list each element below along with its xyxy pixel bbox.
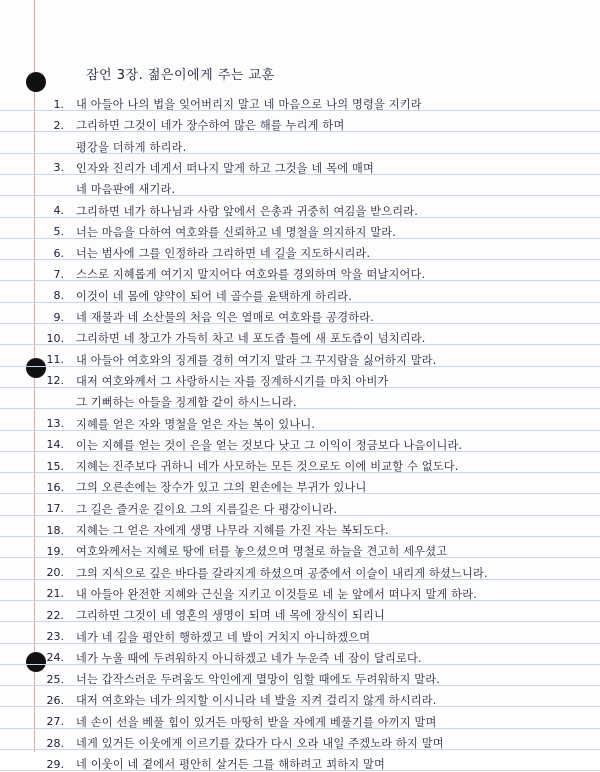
verse-text: 네 마음판에 새기라.: [76, 183, 176, 197]
verse-number: 6.: [53, 246, 64, 260]
verse-line: [30, 224, 592, 240]
verse-number: 14.: [46, 438, 64, 452]
verse-number: 21.: [46, 587, 64, 601]
verse-number: 28.: [46, 736, 64, 750]
verse-number: 25.: [46, 672, 64, 686]
verse-text: 그리하면 그것이 네가 장수하여 많은 해를 누리게 하며: [76, 119, 345, 133]
verse-text: 내 아들아 완전한 지혜와 근신을 지키고 이것들로 네 눈 앞에서 떠나지 말게 하라.: [76, 587, 478, 601]
verse-number: 9.: [53, 310, 64, 324]
verse-line: [30, 117, 592, 133]
verse-text: 네 이웃이 네 곁에서 평안히 살거든 그를 해하려고 꾀하지 말며: [76, 758, 385, 772]
verse-text: 대저 여호와께서 그 사랑하시는 자를 징계하시기를 마치 아비가: [76, 374, 389, 388]
verse-text: 너는 범사에 그를 인정하라 그리하면 네 길을 지도하시리라.: [76, 247, 371, 261]
verse-text: 지혜를 얻은 자와 명철을 얻은 자는 복이 있나니.: [76, 417, 316, 431]
verse-text: 내 아들아 여호와의 징계를 경히 여기지 말라 그 꾸지람을 싫어하지 말라.: [76, 353, 437, 367]
verse-line: [30, 479, 592, 495]
verse-number: 5.: [53, 225, 64, 239]
verse-text: 지혜는 그 얻은 자에게 생명 나무라 지혜를 가진 자는 복되도다.: [76, 524, 389, 537]
verse-line: [30, 650, 592, 666]
verse-line: [30, 501, 592, 517]
verse-line: [30, 565, 592, 581]
verse-line: [30, 714, 592, 730]
verse-line: [30, 181, 592, 197]
verse-line: [30, 330, 592, 346]
verse-line: [30, 266, 592, 282]
verse-number: 24.: [46, 651, 64, 665]
verse-text: 네가 누울 때에 두려워하지 아니하겠고 네가 누운즉 네 잠이 달리로다.: [76, 651, 422, 665]
verse-number: 10.: [46, 331, 64, 345]
verse-number: 17.: [46, 502, 64, 516]
verse-line: [30, 671, 592, 687]
verse-text: 너는 갑작스러운 두려움도 악인에게 멸망이 임할 때에도 두려워하지 말라.: [76, 673, 441, 687]
verse-line: [30, 735, 592, 751]
verse-number: 15.: [46, 459, 64, 473]
verse-line: [30, 458, 592, 474]
verse-line: [30, 139, 592, 155]
verse-line: [30, 522, 592, 538]
verse-line: [30, 96, 592, 112]
verse-text: 네게 있거든 이웃에게 이르기를 갔다가 다시 오라 내일 주겠노라 하지 말며: [76, 737, 444, 750]
verse-line: [30, 756, 592, 772]
verse-number: 7.: [53, 267, 64, 281]
verse-number: 29.: [46, 757, 64, 771]
page-title: 잠언 3장. 젊은이에게 주는 교훈: [86, 68, 275, 83]
verse-text: 인자와 진리가 네게서 떠나지 말게 하고 그것을 네 목에 매며: [76, 161, 374, 175]
verse-number: 13.: [46, 417, 64, 430]
verse-line: [30, 245, 592, 261]
verse-number: 26.: [46, 693, 64, 707]
verse-line: [30, 416, 592, 432]
verse-text: 이것이 네 몸에 양약이 되어 네 골수를 윤택하게 하리라.: [76, 289, 352, 303]
verse-text: 그의 지식으로 깊은 바다를 갈라지게 하셨으며 공중에서 이슬이 내리게 하셨느니라.: [76, 566, 488, 580]
verse-text: 그 기뻐하는 아들을 징계함 같이 하시느니라.: [76, 396, 297, 410]
verse-text: 네 재물과 네 소산물의 처음 익은 열매로 여호와를 공경하라.: [76, 311, 374, 324]
verse-text: 지혜는 진주보다 귀하니 네가 사모하는 모든 것으로도 이에 비교할 수 없도다.: [76, 460, 459, 474]
verse-number: 23.: [46, 630, 64, 643]
verse-line: [30, 352, 592, 368]
verse-line: [30, 203, 592, 219]
verse-line: [30, 437, 592, 453]
verse-number: 4.: [53, 204, 64, 217]
punch-hole-top: [26, 72, 46, 92]
verse-line: [30, 394, 592, 410]
verse-number: 3.: [53, 161, 64, 175]
verse-line: [30, 160, 592, 176]
verse-text: 그의 오른손에는 장수가 있고 그의 왼손에는 부귀가 있나니: [76, 481, 367, 495]
verse-text: 너는 마음을 다하여 여호와를 신뢰하고 네 명철을 의지하지 말라.: [76, 225, 396, 239]
verse-text: 그리하면 네가 하나님과 사람 앞에서 은총과 귀중히 여김을 받으리라.: [76, 204, 419, 218]
verse-number: 22.: [46, 608, 64, 622]
verse-text: 이는 지혜를 얻는 것이 은을 얻는 것보다 낫고 그 이익이 정금보다 나음이니라.: [76, 438, 463, 452]
verse-line: [30, 543, 592, 559]
verse-text: 내 아들아 나의 법을 잊어버리지 말고 네 마음으로 나의 명령을 지키라: [76, 98, 422, 111]
verse-line: [30, 692, 592, 708]
verse-number: 16.: [46, 480, 64, 494]
verse-text: 그 길은 즐거운 길이요 그의 지름길은 다 평강이니라.: [76, 502, 338, 516]
verse-text: 여호와께서는 지혜로 땅에 터를 놓으셨으며 명철로 하늘을 견고히 세우셨고: [76, 545, 448, 559]
verse-number: 18.: [46, 523, 64, 537]
verse-text: 그리하면 네 창고가 가득히 차고 네 포도즙 틀에 새 포도즙이 넘치리라.: [76, 332, 426, 346]
verse-line: [30, 607, 592, 623]
verse-text: 평강을 더하게 하리라.: [76, 140, 187, 154]
verse-text: 그리하면 그것이 네 영혼의 생명이 되며 네 목에 장식이 되리니: [76, 609, 385, 623]
verse-line: [30, 586, 592, 602]
verse-line: [30, 629, 592, 645]
verse-line: [30, 288, 592, 304]
verse-number: 20.: [46, 566, 64, 580]
verse-number: 1.: [53, 97, 64, 111]
verse-text: 스스로 지혜롭게 여기지 말지어다 여호와를 경외하며 악을 떠날지어다.: [76, 268, 426, 282]
verse-number: 12.: [46, 374, 64, 388]
verse-number: 2.: [53, 118, 64, 132]
verse-number: 27.: [46, 715, 64, 729]
verse-text: 네가 네 길을 평안히 행하겠고 네 발이 거치지 아니하겠으며: [76, 630, 371, 644]
verse-text: 대저 여호와는 네가 의지할 이시니라 네 발을 지켜 걸리지 않게 하시리라.: [76, 694, 437, 708]
verse-line: [30, 309, 592, 325]
verse-number: 8.: [53, 289, 64, 303]
verse-line: [30, 373, 592, 389]
verse-number: 11.: [46, 353, 64, 367]
verse-number: 19.: [46, 544, 64, 558]
verse-text: 네 손이 선을 베풀 힘이 있거든 마땅히 받을 자에게 베풀기를 아끼지 말며: [76, 715, 437, 729]
